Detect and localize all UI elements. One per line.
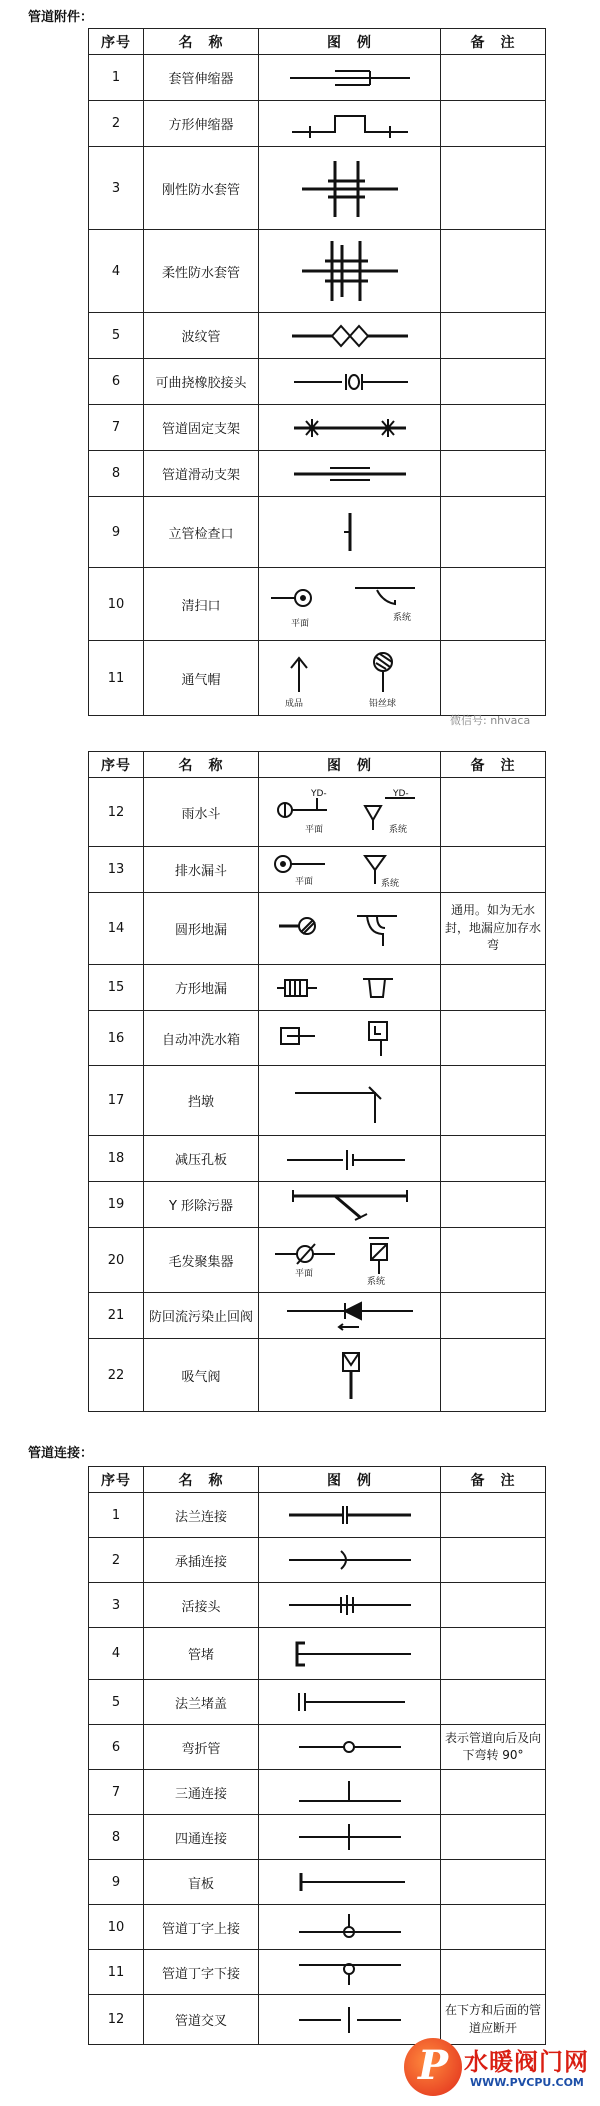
fig-label-plan: 平面: [294, 1269, 313, 1279]
header-no: 序号: [89, 29, 144, 55]
table-row: [89, 147, 546, 230]
row-remark: [441, 1628, 546, 1680]
vent-cap-symbol: [259, 641, 441, 716]
socket-connection-symbol: [259, 1538, 441, 1583]
row-remark: [441, 1538, 546, 1583]
table-row: [89, 1538, 546, 1583]
row-name: 管道固定支架: [144, 405, 259, 451]
row-name: 波纹管: [144, 313, 259, 359]
row-remark: [441, 1339, 546, 1412]
row-name: 方形伸缩器: [144, 101, 259, 147]
row-no: 2: [89, 101, 144, 147]
table-row: [89, 1995, 546, 2045]
row-name: 减压孔板: [144, 1136, 259, 1182]
row-remark: [441, 778, 546, 847]
table-row: [89, 1628, 546, 1680]
row-name: 管道丁字下接: [144, 1950, 259, 1995]
row-no: 15: [89, 965, 144, 1011]
header-fig: 图 例: [259, 29, 441, 55]
table-row: [89, 778, 546, 847]
rain-hopper-symbol: [259, 778, 441, 847]
row-remark: [441, 1680, 546, 1725]
row-name: 弯折管: [144, 1725, 259, 1770]
row-name: 圆形地漏: [144, 893, 259, 965]
blind-plate-symbol: [259, 1860, 441, 1905]
row-name: 柔性防水套管: [144, 230, 259, 313]
watermark-text: 微信号: nhvaca: [450, 714, 531, 727]
row-no: 8: [89, 451, 144, 497]
header-no: 序号: [89, 752, 144, 778]
row-name: 立管检查口: [144, 497, 259, 568]
row-name: 雨水斗: [144, 778, 259, 847]
table-row: [89, 1182, 546, 1228]
table-row: [89, 847, 546, 893]
row-no: 7: [89, 405, 144, 451]
row-no: 6: [89, 359, 144, 405]
sleeve-expansion-symbol: [259, 55, 441, 101]
logo-url: WWW.PVCPU.COM: [470, 2076, 584, 2089]
row-no: 12: [89, 1995, 144, 2045]
row-name: 四通连接: [144, 1815, 259, 1860]
row-no: 5: [89, 313, 144, 359]
orifice-plate-symbol: [259, 1136, 441, 1182]
air-admittance-valve-symbol: [259, 1339, 441, 1412]
row-no: 3: [89, 1583, 144, 1628]
row-remark: [441, 641, 546, 716]
fig-label-system: 系统: [392, 613, 411, 623]
fig-label-system: 系统: [388, 825, 407, 835]
fig-label-wire-ball: 铅丝球: [368, 699, 396, 709]
row-name: 防回流污染止回阀: [144, 1293, 259, 1339]
row-no: 9: [89, 497, 144, 568]
hair-catcher-symbol: [259, 1228, 441, 1293]
table-row: [89, 1950, 546, 1995]
table-row: [89, 101, 546, 147]
table-row: [89, 893, 546, 965]
row-remark: [441, 359, 546, 405]
row-name: 可曲挠橡胶接头: [144, 359, 259, 405]
section-title-attachments: 管道附件：: [28, 10, 94, 25]
row-name: 毛发聚集器: [144, 1228, 259, 1293]
row-name: 管堵: [144, 1628, 259, 1680]
header-no: 序号: [89, 1467, 144, 1493]
row-no: 7: [89, 1770, 144, 1815]
header-name: 名 称: [144, 29, 259, 55]
backflow-check-valve-symbol: [259, 1293, 441, 1339]
row-no: 16: [89, 1011, 144, 1066]
row-no: 1: [89, 1493, 144, 1538]
table-row: [89, 359, 546, 405]
table-row: [89, 313, 546, 359]
row-remark: [441, 1950, 546, 1995]
row-no: 4: [89, 230, 144, 313]
table-row: [89, 1136, 546, 1182]
flange-cap-symbol: [259, 1680, 441, 1725]
row-name: 方形地漏: [144, 965, 259, 1011]
row-no: 3: [89, 147, 144, 230]
fig-label-system: 系统: [380, 878, 399, 889]
table-row: [89, 641, 546, 716]
row-remark: [441, 1493, 546, 1538]
row-no: 18: [89, 1136, 144, 1182]
row-name: 法兰连接: [144, 1493, 259, 1538]
row-remark: [441, 230, 546, 313]
fig-label-plan: 平面: [290, 619, 309, 629]
table-row: [89, 497, 546, 568]
row-name: 管道滑动支架: [144, 451, 259, 497]
table-row: [89, 55, 546, 101]
thrust-block-symbol: [259, 1066, 441, 1136]
header-remark: 备 注: [441, 752, 546, 778]
row-name: 法兰堵盖: [144, 1680, 259, 1725]
row-name: 清扫口: [144, 568, 259, 641]
table-row: [89, 230, 546, 313]
row-remark: [441, 568, 546, 641]
header-name: 名 称: [144, 1467, 259, 1493]
header-fig: 图 例: [259, 752, 441, 778]
row-name: Y 形除污器: [144, 1182, 259, 1228]
corrugated-pipe-symbol: [259, 313, 441, 359]
square-expansion-symbol: [259, 101, 441, 147]
row-no: 17: [89, 1066, 144, 1136]
row-remark: 表示管道向后及向下弯转 90°: [441, 1725, 546, 1770]
rigid-waterproof-sleeve-symbol: [259, 147, 441, 230]
fixed-support-symbol: [259, 405, 441, 451]
row-remark: [441, 313, 546, 359]
row-remark: [441, 1293, 546, 1339]
tee-up-connection-symbol: [259, 1905, 441, 1950]
row-no: 2: [89, 1538, 144, 1583]
row-name: 盲板: [144, 1860, 259, 1905]
table-row: [89, 1680, 546, 1725]
row-remark: [441, 965, 546, 1011]
row-remark: [441, 847, 546, 893]
row-remark: [441, 1228, 546, 1293]
fig-label-plan: 平面: [304, 825, 323, 835]
riser-inspection-port-symbol: [259, 497, 441, 568]
pipe-crossing-symbol: [259, 1995, 441, 2045]
union-joint-symbol: [259, 1583, 441, 1628]
table-row: [89, 1339, 546, 1412]
header-remark: 备 注: [441, 1467, 546, 1493]
row-no: 6: [89, 1725, 144, 1770]
table-row: [89, 451, 546, 497]
connections-table: [88, 1466, 546, 2045]
row-no: 9: [89, 1860, 144, 1905]
row-name: 刚性防水套管: [144, 147, 259, 230]
row-no: 20: [89, 1228, 144, 1293]
fig-label-yd-system: YD-: [392, 789, 409, 799]
row-no: 1: [89, 55, 144, 101]
flange-connection-symbol: [259, 1493, 441, 1538]
row-no: 8: [89, 1815, 144, 1860]
attachments-table-continued: [88, 751, 546, 1412]
row-remark: [441, 1011, 546, 1066]
table-row: [89, 965, 546, 1011]
row-remark: [441, 1815, 546, 1860]
row-remark: [441, 497, 546, 568]
auto-flush-tank-symbol: [259, 1011, 441, 1066]
table-row: [89, 1905, 546, 1950]
row-name: 管道丁字上接: [144, 1905, 259, 1950]
row-no: 13: [89, 847, 144, 893]
row-remark: [441, 451, 546, 497]
round-floor-drain-symbol: [259, 893, 441, 965]
fig-label-product: 成品: [284, 699, 303, 709]
fig-label-system: 系统: [366, 1277, 385, 1287]
row-remark: 通用。如为无水封，地漏应加存水弯: [441, 893, 546, 965]
attachments-table: [88, 28, 546, 716]
row-name: 自动冲洗水箱: [144, 1011, 259, 1066]
row-remark: 在下方和后面的管道应断开: [441, 1995, 546, 2045]
sliding-support-symbol: [259, 451, 441, 497]
row-remark: [441, 1136, 546, 1182]
row-no: 12: [89, 778, 144, 847]
cross-connection-symbol: [259, 1815, 441, 1860]
row-name: 套管伸缩器: [144, 55, 259, 101]
table-row: [89, 1583, 546, 1628]
table-row: [89, 1770, 546, 1815]
table-row: [89, 568, 546, 641]
pipe-plug-symbol: [259, 1628, 441, 1680]
header-fig: 图 例: [259, 1467, 441, 1493]
row-no: 10: [89, 568, 144, 641]
row-name: 三通连接: [144, 1770, 259, 1815]
row-no: 10: [89, 1905, 144, 1950]
row-remark: [441, 1066, 546, 1136]
table-row: [89, 1815, 546, 1860]
fig-label-plan: 平面: [294, 876, 313, 887]
row-no: 4: [89, 1628, 144, 1680]
row-remark: [441, 55, 546, 101]
table-row: [89, 1228, 546, 1293]
row-name: 通气帽: [144, 641, 259, 716]
row-name: 吸气阀: [144, 1339, 259, 1412]
row-no: 19: [89, 1182, 144, 1228]
bent-pipe-symbol: [259, 1725, 441, 1770]
row-no: 11: [89, 1950, 144, 1995]
site-logo: [404, 2038, 594, 2098]
row-remark: [441, 1182, 546, 1228]
square-floor-drain-symbol: [259, 965, 441, 1011]
row-no: 11: [89, 641, 144, 716]
row-no: 14: [89, 893, 144, 965]
row-remark: [441, 1860, 546, 1905]
y-strainer-symbol: [259, 1182, 441, 1228]
tee-connection-symbol: [259, 1770, 441, 1815]
logo-letter: P: [418, 2042, 449, 2089]
row-remark: [441, 1583, 546, 1628]
flexible-waterproof-sleeve-symbol: [259, 230, 441, 313]
table-row: [89, 1493, 546, 1538]
header-name: 名 称: [144, 752, 259, 778]
row-no: 22: [89, 1339, 144, 1412]
table-row: [89, 1860, 546, 1905]
row-name: 承插连接: [144, 1538, 259, 1583]
row-remark: [441, 101, 546, 147]
row-remark: [441, 405, 546, 451]
table-row: [89, 1066, 546, 1136]
rubber-joint-symbol: [259, 359, 441, 405]
row-name: 活接头: [144, 1583, 259, 1628]
table-row: [89, 405, 546, 451]
row-remark: [441, 147, 546, 230]
row-remark: [441, 1905, 546, 1950]
row-name: 管道交叉: [144, 1995, 259, 2045]
header-remark: 备 注: [441, 29, 546, 55]
table-row: [89, 1725, 546, 1770]
row-name: 排水漏斗: [144, 847, 259, 893]
tee-down-connection-symbol: [259, 1950, 441, 1995]
fig-label-yd-plan: YD-: [310, 789, 327, 799]
table-row: [89, 1293, 546, 1339]
section-title-connections: 管道连接：: [28, 1446, 94, 1461]
table-row: [89, 1011, 546, 1066]
row-name: 挡墩: [144, 1066, 259, 1136]
row-remark: [441, 1770, 546, 1815]
row-no: 21: [89, 1293, 144, 1339]
row-no: 5: [89, 1680, 144, 1725]
logo-main-text: 水暖阀门网: [464, 2048, 589, 2076]
drain-funnel-symbol: [259, 847, 441, 893]
cleanout-symbol: [259, 568, 441, 641]
